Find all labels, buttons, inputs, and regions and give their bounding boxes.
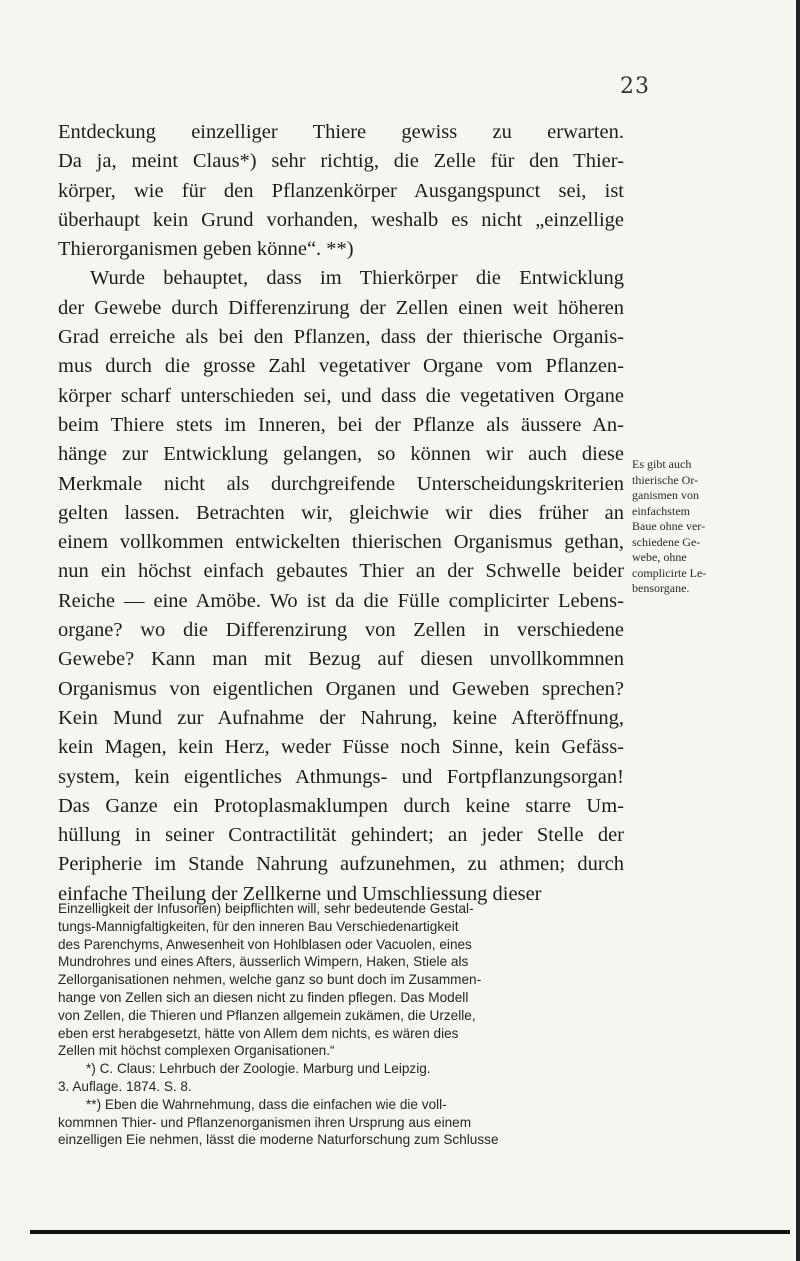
- margin-note-line: Es gibt auch: [632, 457, 692, 471]
- text-line: kein Magen, kein Herz, weder Füsse noch Sinne, kein Gefäss-: [58, 736, 624, 759]
- text-line: Grad erreiche als bei den Pflanzen, dass der thierische Organis-: [58, 326, 624, 349]
- text-line: körper scharf unterschieden sei, und dass die vegetativen Organe: [58, 384, 624, 407]
- margin-note-line: schiedene Ge-: [632, 534, 701, 549]
- footnote-line: hange von Zellen sich an diesen nicht zu finden pflegen. Das Modell: [58, 989, 469, 1005]
- text-line: Merkmale nicht als durchgreifende Unterscheidungskriterien: [58, 472, 624, 495]
- footnote-line: tungs-Mannigfaltigkeiten, für den inneren Bau Verschiedenartigkeit: [58, 918, 459, 934]
- text-line: Thierorganismen geben könne“. **): [58, 238, 354, 261]
- footnote-line: einzelligen Eie nehmen, lässt die moderne Naturforschung zum Schlusse: [58, 1132, 499, 1148]
- margin-note-line: thierische Or-: [632, 472, 699, 487]
- page-edge: [796, 0, 800, 1261]
- bottom-rule: [30, 1230, 790, 1234]
- margin-note-line: Baue ohne ver-: [632, 519, 706, 533]
- footnote-wahrnehmung: **) Eben die Wahrnehmung, dass die einfachen wie die voll-: [86, 1096, 447, 1112]
- text-line: überhaupt kein Grund vorhanden, weshalb es nicht „einzellige: [58, 208, 624, 231]
- text-line: gelten lassen. Betrachten wir, gleichwie wir dies früher an: [58, 501, 624, 524]
- text-line: körper, wie für den Pflanzenkörper Ausgangspunct sei, ist: [58, 179, 624, 202]
- text-line: nun ein höchst einfach gebautes Thier an der Schwelle beider: [58, 560, 624, 583]
- margin-note-line: webe, ohne: [632, 550, 687, 564]
- main-text-block: [58, 118, 624, 909]
- margin-note-line: einfachstem: [632, 503, 690, 518]
- footnote-line: Einzelligkeit der Infusorien) beipflichten will, sehr bedeutende Gestal-: [58, 901, 474, 916]
- footnote-line: kommnen Thier- und Pflanzenorganismen ihren Ursprung aus einem: [58, 1114, 472, 1130]
- margin-note-line: complicirte Le-: [632, 565, 707, 580]
- text-line: hänge zur Entwicklung gelangen, so können wir auch diese: [58, 443, 624, 466]
- text-line: organe? wo die Differenzirung von Zellen in verschiedene: [58, 619, 624, 642]
- text-line: Da ja, meint Claus*) sehr richtig, die Zelle für den Thier-: [58, 150, 624, 173]
- text-line: einfache Theilung der Zellkerne und Umschliessung dieser: [58, 882, 542, 905]
- footnote-line: Zellen mit höchst complexen Organisationen.“: [58, 1043, 335, 1059]
- text-line: Peripherie im Stande Nahrung aufzunehmen, zu athmen; durch: [58, 853, 624, 876]
- text-line: einem vollkommen entwickelten thierischen Organismus gethan,: [58, 531, 624, 554]
- footnote-line: Mundrohres und eines Afters, äusserlich Wimpern, Haken, Stiele als: [58, 954, 469, 970]
- text-line: Gewebe? Kann man mit Bezug auf diesen unvollkommnen: [58, 648, 624, 671]
- footnote-line: 3. Auflage. 1874. S. 8.: [58, 1078, 192, 1094]
- page-number: 23: [620, 74, 650, 99]
- footnote-line: Zellorganisationen nehmen, welche ganz so bunt doch im Zusammen-: [58, 972, 482, 988]
- text-line: Reiche — eine Amöbe. Wo ist da die Fülle complicirter Lebens-: [58, 589, 624, 612]
- footnote-claus: *) C. Claus: Lehrbuch der Zoologie. Marburg und Leipzig.: [86, 1061, 431, 1077]
- text-line: Kein Mund zur Aufnahme der Nahrung, keine Afteröffnung,: [58, 706, 624, 729]
- text-line: der Gewebe durch Differenzirung der Zellen einen weit höheren: [58, 296, 624, 319]
- footnote-line: eben erst herabgesetzt, hätte von Allem dem nichts, es wären dies: [58, 1025, 459, 1041]
- margin-note-line: bensorgane.: [632, 581, 690, 595]
- footnote-line: des Parenchyms, Anwesenheit von Hohlblasen oder Vacuolen, eines: [58, 936, 472, 952]
- text-line: Wurde behauptet, dass im Thierkörper die Entwicklung: [90, 267, 624, 290]
- text-line: Organismus von eigentlichen Organen und Geweben sprechen?: [58, 677, 624, 700]
- text-line: beim Thiere stets im Inneren, bei der Pflanze als äussere An-: [58, 413, 624, 436]
- text-line: hüllung in seiner Contractilität gehindert; an jeder Stelle der: [58, 824, 624, 847]
- text-line: system, kein eigentliches Athmungs- und Fortpflanzungsorgan!: [58, 765, 624, 788]
- text-line: Das Ganze ein Protoplasmaklumpen durch keine starre Um-: [58, 794, 624, 817]
- text-line: Entdeckung einzelliger Thiere gewiss zu erwarten.: [58, 121, 624, 143]
- margin-note: [632, 457, 732, 597]
- footnote-line: von Zellen, die Thieren und Pflanzen allgemein zukämen, die Urzelle,: [58, 1007, 476, 1023]
- margin-note-line: ganismen von: [632, 488, 699, 502]
- footnotes: [58, 900, 624, 1149]
- text-line: mus durch die grosse Zahl vegetativer Organe vom Pflanzen-: [58, 355, 624, 378]
